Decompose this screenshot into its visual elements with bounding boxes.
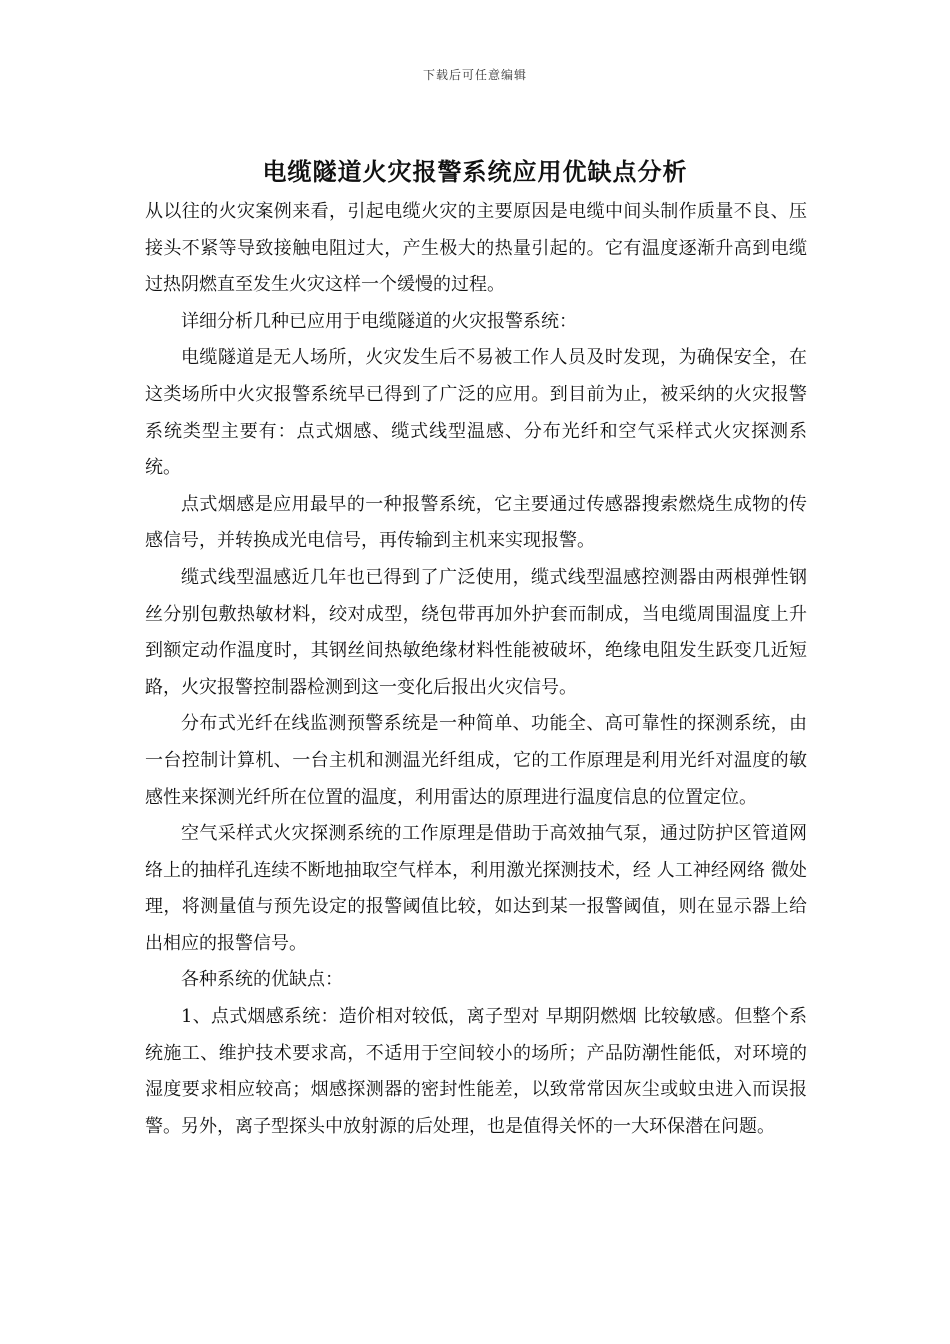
paragraph-intro: 从以往的火灾案例来看，引起电缆火灾的主要原因是电缆中间头制作质量不良、压接头不紧等导致接触电阻过大，产生极大的热量引起的。它有温度逐渐升高到电缆过热阴燃直至发生火灾这样一个缓慢的过程。 (145, 201, 807, 296)
paragraph-fiber-optic: 分布式光纤在线监测预警系统是一种简单、功能全、高可靠性的探测系统，由一台控制计算机、一台主机和测温光纤组成，它的工作原理是利用光纤对温度的敏感性来探测光纤所在位置的温度，利用雷达的原理进行温度信息的位置定位。 (145, 713, 807, 808)
paragraph-air-sampling: 空气采样式火灾探测系统的工作原理是借助于高效抽气泵，通过防护区管道网络上的抽样孔连续不断地抽取空气样本，利用激光探测技术，经 人工神经网络 微处理，将测量值与预先设定的报警阈值比较，如达到某一报警阈值，则在显示器上给出相应的报警信号。 (145, 823, 807, 954)
header-note: 下载后可任意编辑 (422, 68, 527, 82)
paragraph-analysis-lead: 详细分析几种已应用于电缆隧道的火灾报警系统： (181, 310, 577, 332)
paragraph-pros-cons-lead: 各种系统的优缺点： (181, 969, 343, 991)
paragraph-linear-heat: 缆式线型温感近几年也已得到了广泛使用，缆式线型温感控测器由两根弹性钢丝分别包敷热敏材料，绞对成型，绕包带再加外护套而制成，当电缆周围温度上升到额定动作温度时，其钢丝间热敏绝缘材料性能被破坏，绝缘电阻发生跃变几近短路，火灾报警控制器检测到这一变化后报出火灾信号。 (145, 566, 807, 698)
document-body (145, 194, 807, 1145)
paragraph-point-smoke-pros-cons: 1、点式烟感系统：造价相对较低，离子型对 早期阴燃烟 比较敏感。但整个系统施工、维护技术要求高，不适用于空间较小的场所；产品防潮性能低，对环境的湿度要求相应较高；烟感探测器的密封性能差，以致常常因灰尘或蚊虫进入而误报警。另外，离子型探头中放射源的后处理，也是值得关怀的一大环保潜在问题。 (145, 1006, 807, 1137)
paragraph-tunnel-overview: 电缆隧道是无人场所，火灾发生后不易被工作人员及时发现，为确保安全，在这类场所中火灾报警系统早已得到了广泛的应用。到目前为止，被采纳的火灾报警系统类型主要有：点式烟感、缆式线型温感、分布光纤和空气采样式火灾探测系统。 (145, 347, 807, 479)
paragraph-point-smoke: 点式烟感是应用最早的一种报警系统，它主要通过传感器搜索燃烧生成物的传感信号，并转换成光电信号，再传输到主机来实现报警。 (145, 493, 807, 552)
document-title: 电缆隧道火灾报警系统应用优缺点分析 (262, 157, 688, 186)
